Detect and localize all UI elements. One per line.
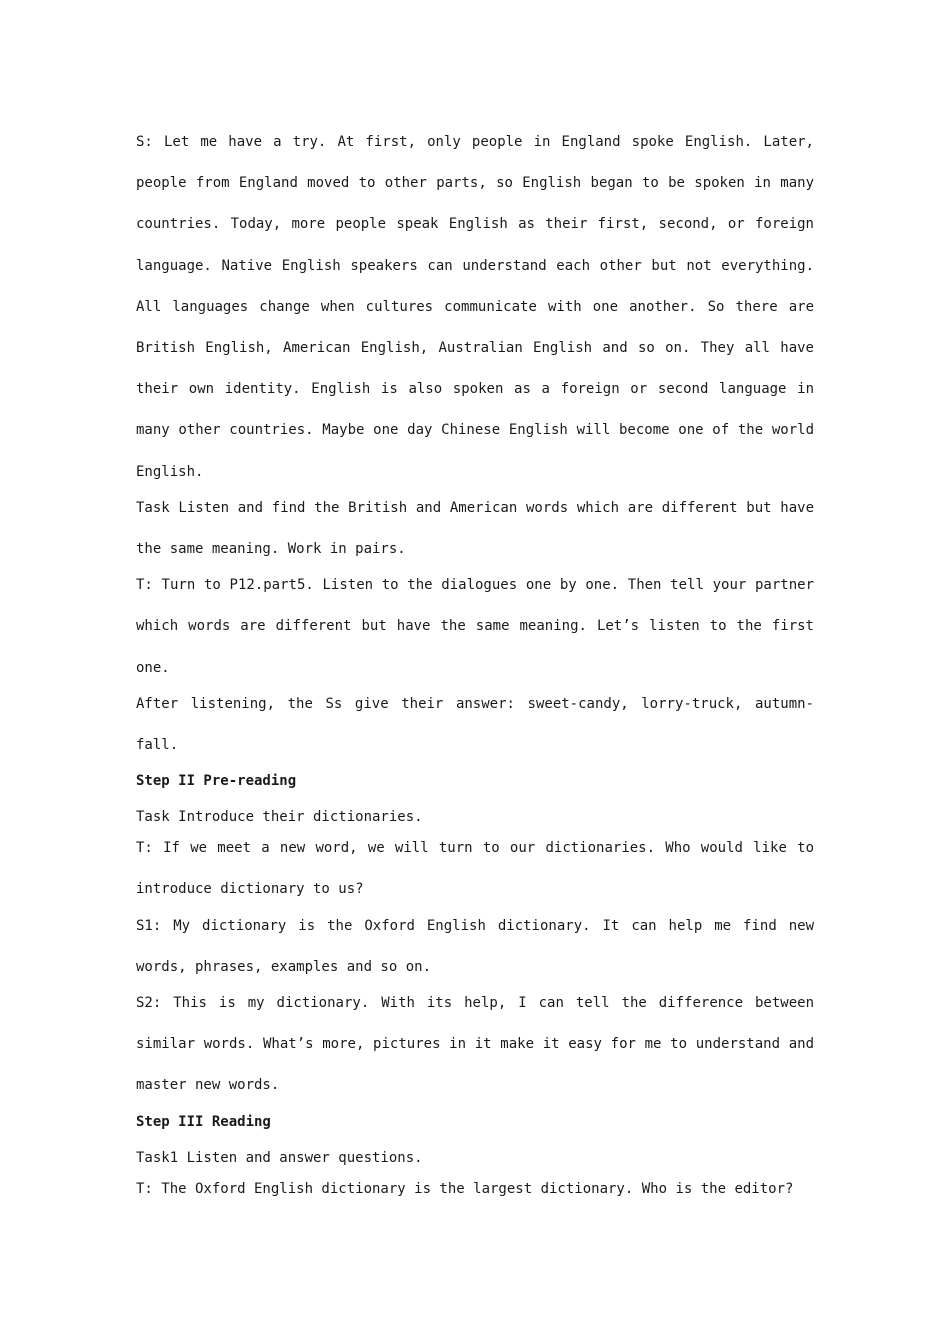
paragraph-task-listen: Task Listen and find the British and American words which are different but have the same meaning. Work in pairs.	[136, 499, 814, 558]
paragraph-s2-dictionary: S2: This is my dictionary. With its help, I can tell the difference between similar words. What’s more, pictures in it make it easy for me to understand and master new words.	[136, 995, 814, 1094]
paragraph-teacher-turn-to: T: Turn to P12.part5. Listen to the dialogues one by one. Then tell your partner which words are different but have the same meaning. Let’s listen to the first one.	[136, 577, 814, 676]
paragraph-s1-dictionary: S1: My dictionary is the Oxford English dictionary. It can help me find new words, phrases, examples and so on.	[136, 917, 814, 975]
heading-step-3: Step III Reading	[136, 1113, 271, 1130]
document-page	[136, 122, 814, 1210]
paragraph-student-answer: S: Let me have a try. At first, only people in England spoke English. Later, people from England moved to other parts, so English began to be spoken in many countries. Today, more people speak English as their first, second, or foreign language. Native English speakers can understand each other but not everything. All languages change when cultures communicate with one another. So there are British English, American English, Australian English and so on. They all have their own identity. English is also spoken as a foreign or second language in many other countries. Maybe one day Chinese English will become one of the world English.	[136, 134, 814, 480]
paragraph-teacher-dictionaries: T: If we meet a new word, we will turn to our dictionaries. Who would like to introduce dictionary to us?	[136, 840, 814, 898]
paragraph-after-listening: After listening, the Ss give their answer: sweet-candy, lorry-truck, autumn-fall.	[136, 695, 814, 754]
paragraph-task1-listen: Task1 Listen and answer questions.	[136, 1149, 423, 1166]
paragraph-teacher-oxford: T: The Oxford English dictionary is the largest dictionary. Who is the editor?	[136, 1180, 794, 1197]
paragraph-task-introduce: Task Introduce their dictionaries.	[136, 809, 423, 826]
heading-step-2: Step II Pre-reading	[136, 773, 297, 790]
